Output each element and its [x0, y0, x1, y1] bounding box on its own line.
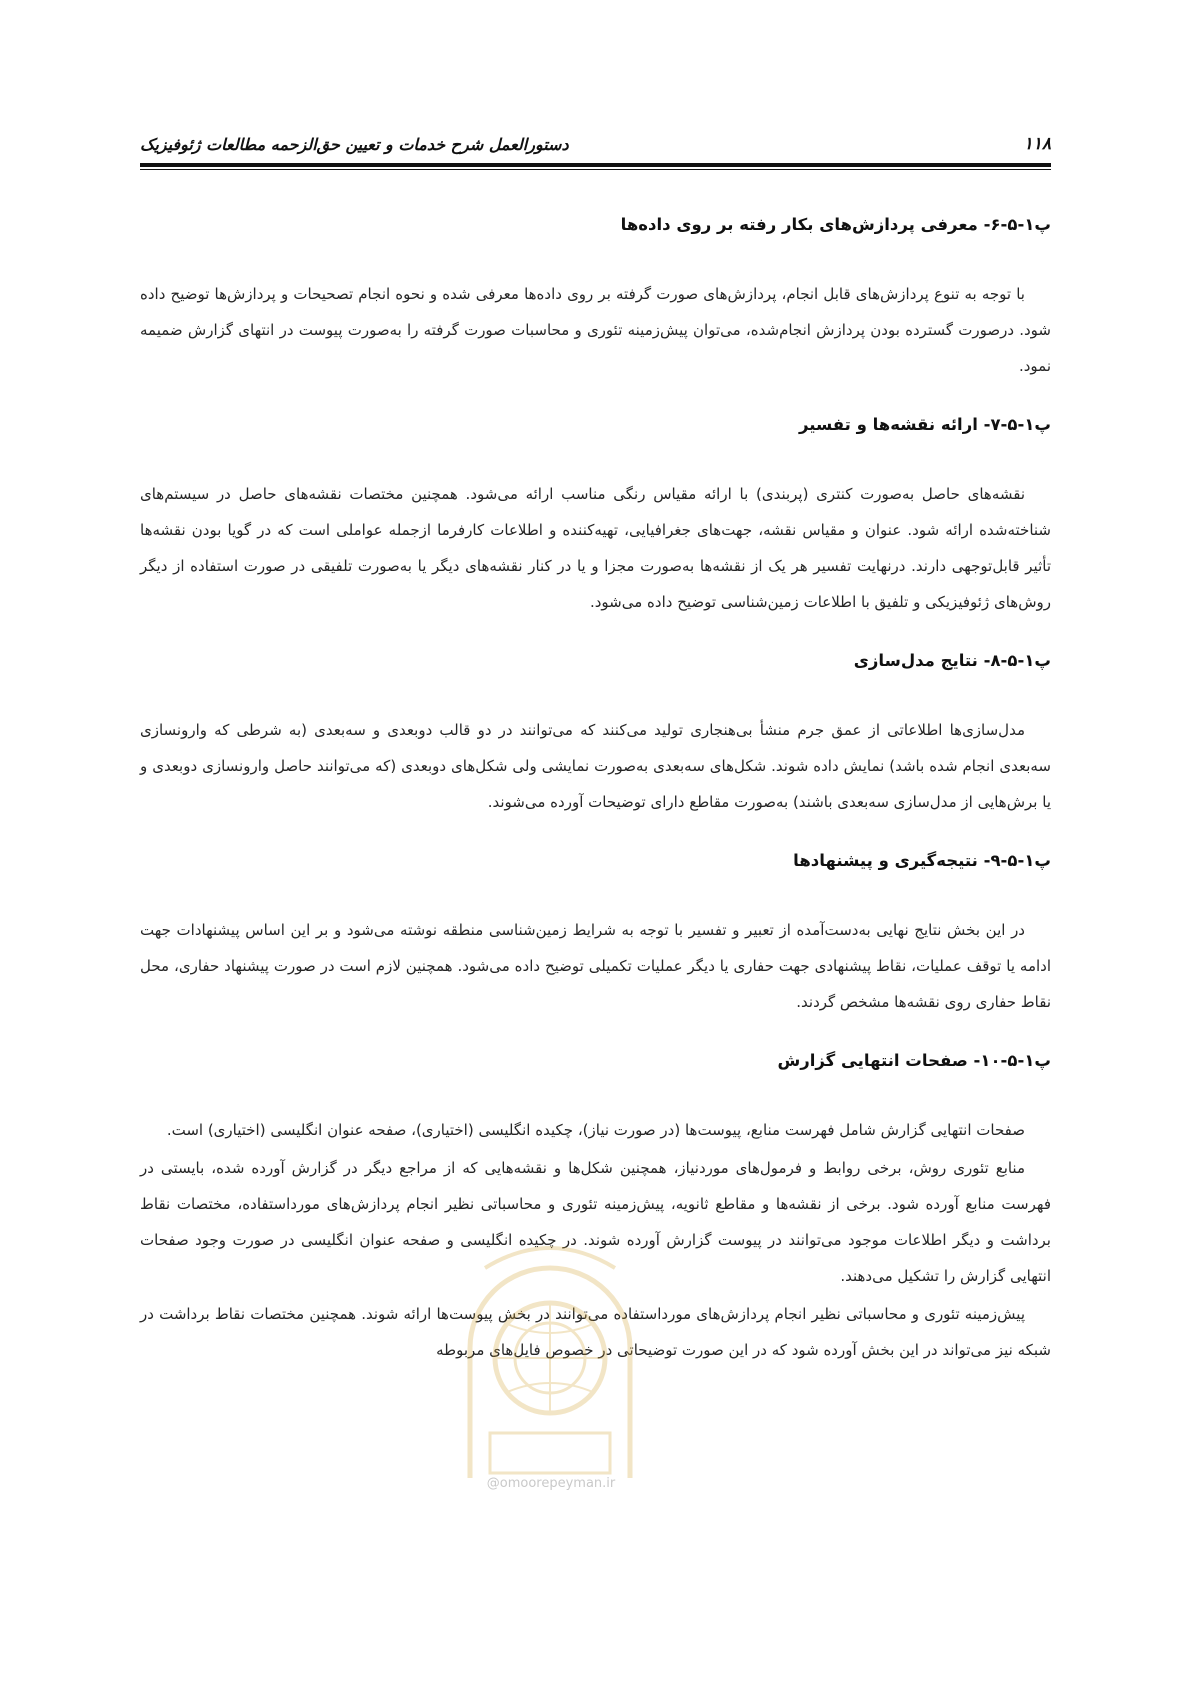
- section-heading: پ۱-۵-۸- نتایج مدل‌سازی: [853, 651, 1051, 670]
- running-header: [140, 128, 1051, 160]
- section-heading: پ۱-۵-۱۰- صفحات انتهایی گزارش: [777, 1051, 1051, 1070]
- section-conclusions: [140, 846, 1051, 1020]
- paragraph: مدل‌سازی‌ها اطلاعاتی از عمق جرم منشأ بی‌هنجاری تولید می‌کنند که می‌توانند در دو قالب دوبعدی و سه‌بعدی (به شرطی که وارونسازی سه‌بعدی انجام شده باشد) نمایش داده شوند. شکل‌های سه‌بعدی به‌صورت نمایشی ولی شکل‌های دوبعدی (که می‌توانند حاصل وارونسازی دوبعدی و یا برش‌هایی از مدل‌سازی سه‌بعدی باشند) به‌صورت مقاطع دارای توضیحات آورده می‌شوند.: [140, 721, 1051, 811]
- paragraph: در این بخش نتایج نهایی به‌دست‌آمده از تعبیر و تفسیر با توجه به شرایط زمین‌شناسی منطقه نوشته می‌شود و بر این اساس پیشنهادات جهت ادامه یا توقف عملیات، نقاط پیشنهادی جهت حفاری یا دیگر عملیات تکمیلی توضیح داده می‌شود. همچنین لازم است در صورت پیشنهاد حفاری، محل نقاط حفاری روی نقشه‌ها مشخص گردند.: [140, 921, 1051, 1011]
- page-content: [140, 210, 1051, 1370]
- paragraph: منابع تئوری روش، برخی روابط و فرمول‌های موردنیاز، همچنین شکل‌ها و نقشه‌هایی که از مراجع دیگر در گزارش آورده شده، بایستی در فهرست منابع آورده شود. برخی از نقشه‌ها و مقاطع ثانویه، پیش‌زمینه تئوری و محاسباتی نظیر انجام پردازش‌های مورداستفاده، مختصات نقاط برداشت و دیگر اطلاعات موجود می‌توانند در پیوست گزارش آورده شوند. در چکیده انگلیسی و صفحه عنوان انگلیسی در صورت وجود صفحات انتهایی گزارش را تشکیل می‌دهند.: [140, 1159, 1051, 1285]
- paragraph: نقشه‌های حاصل به‌صورت کنتری (پربندی) با ارائه مقیاس رنگی مناسب ارائه می‌شود. همچنین مختصات نقشه‌های حاصل در سیستم‌های شناخته‌شده ارائه شود. عنوان و مقیاس نقشه، جهت‌های جغرافیایی، تهیه‌کننده و اطلاعات کارفرما ازجمله عواملی است که در گویا بودن نقشه‌ها تأثیر قابل‌توجهی دارند. درنهایت تفسیر هر یک از نقشه‌ها به‌صورت مجزا و یا در کنار نقشه‌های دیگر یا به‌صورت تلفیقی در صورت استفاده از دیگر روش‌های ژئوفیزیکی و تلفیق با اطلاعات زمین‌شناسی توضیح داده می‌شود.: [140, 485, 1051, 611]
- section-heading: پ۱-۵-۷- ارائه نقشه‌ها و تفسیر: [798, 415, 1051, 434]
- section-modeling-results: [140, 646, 1051, 820]
- section-heading: پ۱-۵-۶- معرفی پردازش‌های بکار رفته بر روی داده‌ها: [620, 215, 1051, 234]
- section-processing: [140, 210, 1051, 384]
- watermark-caption: @omoorepeyman.ir: [486, 1476, 616, 1491]
- header-rule-thick: [140, 163, 1051, 167]
- header-rule-thin: [140, 169, 1051, 170]
- paragraph: با توجه به تنوع پردازش‌های قابل انجام، پردازش‌های صورت گرفته بر روی داده‌ها معرفی شده و نحوه انجام تصحیحات و پردازش‌ها توضیح داده شود. درصورت گسترده بودن پردازش انجام‌شده، می‌توان پیش‌زمینه تئوری و محاسبات صورت گرفته را به‌صورت پیوست در انتهای گزارش ضمیمه نمود.: [140, 285, 1051, 375]
- section-maps-interpretation: [140, 410, 1051, 620]
- header-title: دستورالعمل شرح خدمات و تعیین حق‌الزحمه مطالعات ژئوفیزیک: [140, 134, 569, 154]
- section-final-pages: [140, 1046, 1051, 1368]
- paragraph: پیش‌زمینه تئوری و محاسباتی نظیر انجام پردازش‌های مورداستفاده می‌توانند در بخش پیوست‌ها ارائه شوند. همچنین مختصات نقاط برداشت در شبکه نیز می‌تواند در این بخش آورده شود که در این صورت توضیحاتی در خصوص فایل‌های مربوطه: [140, 1305, 1051, 1359]
- section-heading: پ۱-۵-۹- نتیجه‌گیری و پیشنهادها: [793, 851, 1051, 870]
- paragraph: صفحات انتهایی گزارش شامل فهرست منابع، پیوست‌ها (در صورت نیاز)، چکیده انگلیسی (اختیاری)، صفحه عنوان انگلیسی (اختیاری) است.: [166, 1121, 1025, 1139]
- page-number: ۱۱۸: [1023, 134, 1051, 154]
